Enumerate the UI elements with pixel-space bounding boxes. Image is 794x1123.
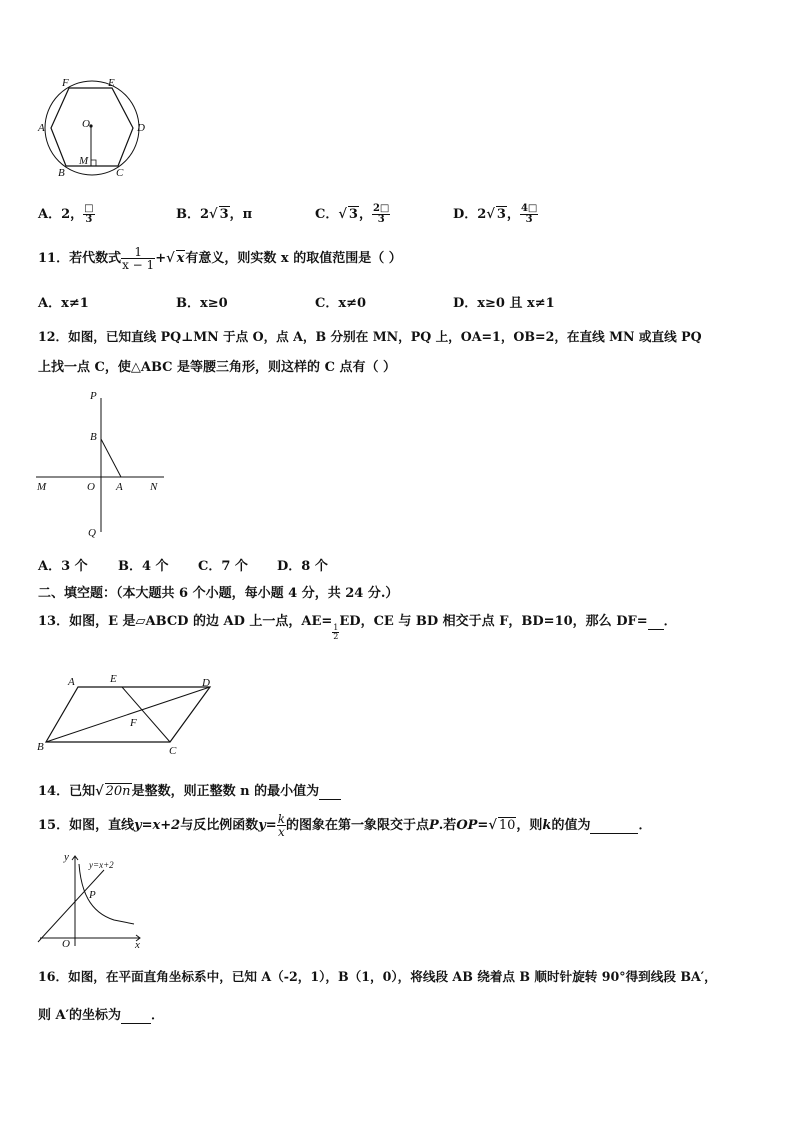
radicand: 3	[496, 207, 506, 222]
option-value: 2，	[61, 207, 84, 222]
q15-text: ，则	[516, 818, 543, 833]
denominator: 2	[333, 632, 339, 641]
origin-label: O	[62, 938, 70, 950]
point-label-b: B	[37, 741, 44, 753]
fraction	[83, 204, 94, 225]
q11-prefix: 11．若代数式	[38, 251, 122, 266]
q11-option-d[interactable]: D．x≥0 且 x≠1	[453, 296, 555, 311]
denominator: x	[277, 825, 285, 839]
point-label-b: B	[90, 431, 97, 443]
hex-label-f: F	[62, 77, 69, 89]
q12-stem-line1: 12．如图，已知直线 PQ⊥MN 于点 O，点 A，B 分别在 MN，PQ 上，OA=1，OB=2，在直线 MN 或直线 PQ	[38, 329, 702, 344]
q16-text: ．	[151, 1008, 165, 1023]
option-letter: D．	[453, 207, 478, 222]
point-label-a: A	[68, 676, 75, 688]
line-equation: y=x+2	[134, 818, 181, 833]
q10-option-b[interactable]: B．2√ 3，π	[176, 207, 253, 222]
axis-label-x: x	[135, 939, 140, 950]
denominator: x − 1	[122, 258, 155, 272]
axis-label-y: y	[64, 851, 69, 863]
option-value: 2	[477, 207, 487, 222]
point-label-c: C	[169, 745, 177, 757]
hex-label-d: D	[137, 122, 145, 134]
axis-label-n: N	[150, 481, 158, 493]
radicand: 10	[498, 818, 516, 833]
q13-text-c: ．	[663, 614, 677, 629]
hex-label-o: O	[82, 118, 90, 130]
q16-stem-line1: 16．如图，在平面直角坐标系中，已知 A（-2，1），B（1，0），将线段 AB 绕着点 B 顺时针旋转 90°得到线段 BA′，	[38, 969, 717, 984]
axis-label-m: M	[37, 481, 47, 493]
q13-parallelogram-figure	[34, 668, 218, 758]
hex-label-a: A	[38, 122, 45, 134]
denominator: 3	[525, 214, 533, 225]
q11-option-a[interactable]: A．x≠1	[38, 296, 89, 311]
point-label-f: F	[130, 717, 137, 729]
numerator: 4□	[520, 203, 538, 214]
hex-label-e: E	[108, 77, 115, 89]
fraction	[372, 204, 390, 225]
q15-text: ．	[638, 818, 652, 833]
q10-option-c[interactable]: C．√ 3， $\frac{2□}{3}$	[315, 203, 390, 225]
point-label-a: A	[116, 481, 123, 493]
numerator: 1	[121, 246, 155, 259]
radicand: 20n	[105, 784, 131, 799]
radicand: 3	[219, 207, 229, 222]
q12-axes-figure	[34, 386, 174, 538]
point-label-d: D	[202, 677, 210, 689]
option-tail: ，π	[229, 207, 253, 222]
q15-text: 的图象在第一象限交于点	[285, 818, 429, 833]
q16-text: 则 A′的坐标为	[38, 1008, 122, 1023]
q12-option-a[interactable]: A．3 个	[38, 559, 88, 574]
denominator: 3	[85, 214, 93, 225]
point-p: P	[429, 818, 439, 833]
q10-option-a[interactable]	[38, 203, 95, 225]
q13-text-b: ED，CE 与 BD 相交于点 F，BD=10，那么 DF=	[339, 614, 648, 629]
section-heading: 二、填空题：（本大题共 6 个小题，每小题 4 分，共 24 分.）	[38, 586, 399, 601]
separator: ，	[358, 207, 372, 222]
q15-text: 15．如图，直线	[38, 818, 135, 833]
denominator: 3	[377, 214, 385, 225]
option-letter: C．	[315, 207, 339, 222]
q13-text-a: 13．如图，E 是▱ABCD 的边 AD 上一点，AE=	[38, 614, 333, 629]
answer-blank[interactable]	[319, 784, 341, 800]
q15-graph-figure	[34, 850, 146, 950]
q11-option-c[interactable]: C．x≠0	[315, 296, 367, 311]
option-letter: A．	[38, 207, 62, 222]
q11-option-b[interactable]: B．x≥0	[176, 296, 228, 311]
option-letter: B．	[176, 207, 200, 222]
numerator: 1	[333, 623, 339, 632]
q15-text: .若	[438, 818, 457, 833]
q11-stem: 11．若代数式 $\frac{1}{x - 1}$ +√ x有意义，则实数 x 的取值范围是（ ）	[38, 245, 402, 272]
hex-label-c: C	[116, 167, 124, 179]
q16-stem-line2	[38, 1004, 164, 1024]
q14-suffix: 是整数，则正整数 n 的最小值为	[131, 784, 320, 799]
q11-suffix: 有意义，则实数 x 的取值范围是（ ）	[185, 251, 402, 266]
hex-label-m: M	[79, 155, 89, 167]
q14-prefix: 14．已知	[38, 784, 96, 799]
point-label-o: O	[87, 481, 95, 493]
point-label-e: E	[110, 673, 117, 685]
numerator: □	[84, 203, 94, 214]
fraction	[121, 246, 155, 271]
q12-option-c[interactable]: C．7 个	[198, 559, 248, 574]
function-lhs: y=	[258, 818, 277, 833]
axis-label-q: Q	[88, 527, 96, 538]
hex-label-b: B	[58, 167, 65, 179]
q14-stem: 14．已知√ 20n是整数，则正整数 n 的最小值为	[38, 780, 341, 800]
option-value: 2	[200, 207, 210, 222]
line-label: y=x+2	[89, 860, 114, 870]
q10-hexagon-figure	[34, 74, 154, 184]
q13-stem	[38, 610, 677, 641]
plus-sign: +	[155, 251, 167, 266]
q10-option-d[interactable]: D．2√ 3， $\frac{4□}{3}$	[453, 203, 538, 225]
op-equation: OP=	[456, 818, 489, 833]
q15-text: 的值为	[551, 818, 591, 833]
axis-label-p: P	[90, 390, 97, 402]
numerator: 2□	[372, 203, 390, 214]
radicand: 3	[348, 207, 358, 222]
answer-blank[interactable]	[648, 614, 664, 630]
fraction	[277, 813, 286, 838]
variable-k: k	[542, 818, 552, 833]
point-label-p: P	[89, 889, 96, 901]
q12-option-d[interactable]: D．8 个	[277, 559, 328, 574]
q15-text: 与反比例函数	[180, 818, 259, 833]
q15-stem: 15．如图，直线y=x+2与反比例函数y= $\frac{k}{x}$ 的图象在第一象限交于点P.若OP=√ 10，则k的值为 ．	[38, 812, 652, 839]
answer-blank[interactable]	[121, 1008, 151, 1024]
separator: ，	[506, 207, 520, 222]
answer-blank[interactable]	[590, 818, 638, 834]
q12-option-b[interactable]: B．4 个	[118, 559, 169, 574]
radicand: x	[176, 251, 185, 266]
numerator: k	[277, 812, 285, 826]
q12-stem-line2: 上找一点 C，使△ABC 是等腰三角形，则这样的 C 点有（ ）	[38, 360, 396, 375]
fraction	[520, 204, 538, 225]
